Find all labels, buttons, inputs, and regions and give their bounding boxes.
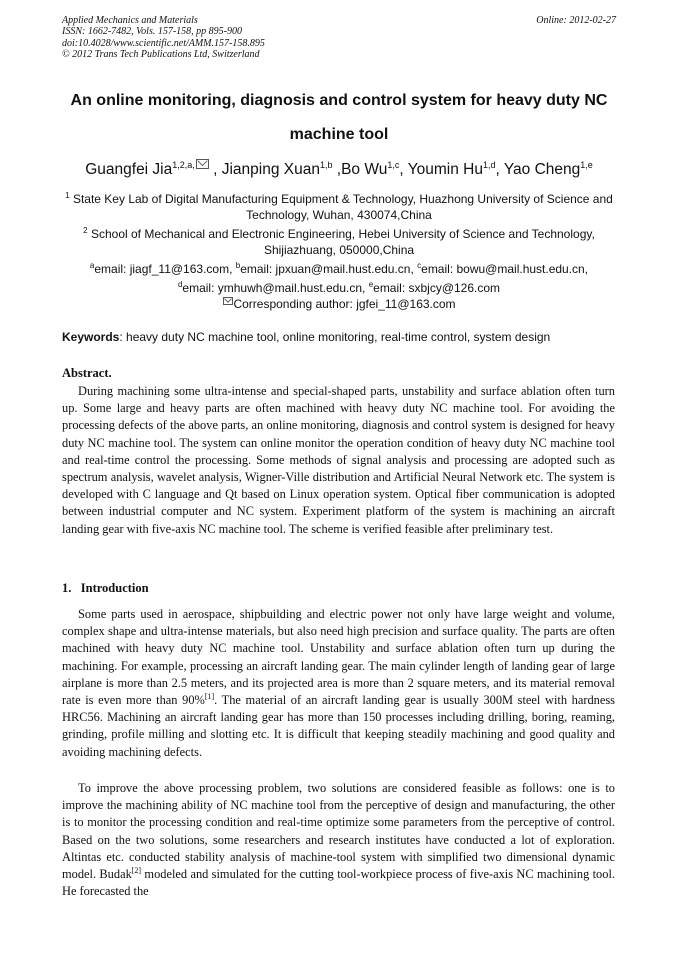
citation: [2] [131,865,142,875]
online-date: Online: 2012-02-27 [536,15,616,26]
email-line-2: $^d$email: ymhuwh@mail.hust.edu.cn, $^e$email: sxbjcy@126.com [177,280,501,295]
abstract-text: During machining some ultra-intense and special-shaped parts, unstability and surface ablation often turn up. Some large and heavy parts are often machined with heavy duty NC machine tool. For avoiding the processing defects of the above parts, an online monitoring, diagnosis and control system is designed for heavy duty NC machine tool. The system can online monitor the operation condition of heavy duty NC machine tool and real-time control the processing. Some methods of signal analysis and processing are adopted such as spectrum analysis, wavelet analysis, Wigner-Ville distribution and Artificial Neural Network etc. The system is developed with C language and Qt based on Linux operation system. Optical fiber communication is adopted between industrial computer and NC system. Experiment platform of the system is machining an aircraft landing gear with five-axis NC machine tool. The scheme is verified feasible after preliminary test. [62,384,615,536]
author-name: Jianping Xuan [221,161,320,178]
affiliation-1: $^1$ State Key Lab of Digital Manufacturing Equipment & Technology, Huazhong University of Science and Technology, Wuhan, 430074,China [65,191,613,222]
author-name: Bo Wu [341,161,388,178]
corresponding-line [50,296,628,312]
issn-line: ISSN: 1662-7482, Vols. 157-158, pp 895-900 [62,26,242,38]
author-name: Guangfei Jia [85,161,173,178]
keywords [62,330,622,344]
citation: [1] [204,691,215,701]
affiliation-2: $^2$ School of Mechanical and Electronic Engineering, Hebei University of Science and Technology, Shijiazhuang, 050000,China [83,226,595,257]
paper-title-line-1: An online monitoring, diagnosis and control system for heavy duty NC [70,92,608,109]
keywords-text: : heavy duty NC machine tool, online monitoring, real-time control, system design [119,330,551,344]
email-line-1: $^a$email: jiagf_11@163.com, $^b$email: jpxuan@mail.hust.edu.cn, $^c$email: bowu@mail.hust.edu.cn, [89,261,589,276]
email-a: email: jiagf_11@163.com, [94,262,236,276]
paper-title-line-2: machine tool [289,126,389,143]
keywords-label: Keywords [62,330,120,344]
email-c: email: bowu@mail.hust.edu.cn, [421,262,589,276]
journal-header [62,15,616,60]
envelope-icon [196,159,209,169]
author-name: Youmin Hu [407,161,483,178]
intro-paragraph-2: To improve the above processing problem, two solutions are considered feasible as follows: one is to improve the machining ability of NC machine tool from the perceptive of design and manufacturing, the other is to monitor the processing condition and real-time optimize some parameters from the perceptive of control. Based on the two solutions, some researchers and research institutes have conducted a lot of exploration. Altintas etc. conducted stability analysis of machine-tool system with simplified two dimensional dynamic model. Budak[2] modeled and simulated for the cutting tool-workpiece process of five-axis NC machining tool. He forecasted the [62,781,615,899]
doi-line: doi:10.4028/www.scientific.net/AMM.157-158.895 [62,37,265,49]
journal-name: Applied Mechanics and Materials [62,15,198,26]
intro-paragraph-1: Some parts used in aerospace, shipbuilding and electric power not only have large weight and volume, complex shape and ultra-intense materials, but also need high precision and surface quality. The parts are often machined with heavy duty NC machine tool. Unstability and surface ablation often turn up during the machining. For example, processing an aircraft landing gear. The main cylinder length of landing gear of large airplane is more than 2.5 meters, and its projected area is more than 2 square meters, and its material removal rate is even more than 90%[1]. The material of an aircraft landing gear is usually 300M steel with hardness HRC56. Machining an aircraft landing gear has more than 150 processes including drilling, boring, reaming, grinding, profile milling and slotting etc. It is difficult that keeping steadily machining and good quality and avoiding machining defects. [62,607,615,759]
corresponding-author: Corresponding author: jgfei_11@163.com [233,297,456,311]
author-sup: 1,c [387,159,400,170]
author-list: Guangfei Jia$^{1,2,a,}$ , Jianping Xuan$^{1,b}$ ,Bo Wu$^{1,c}$, Youmin Hu$^{1,d}$, Yao Cheng$^{1,e}$ [85,159,593,178]
author-name: Yao Cheng [503,161,581,178]
introduction-heading: 1. Introduction [62,581,149,595]
envelope-icon [223,297,233,305]
email-b: email: jpxuan@mail.hust.edu.cn, [240,262,418,276]
abstract-heading: Abstract. [62,366,112,380]
author-sup: 1,d [482,159,496,170]
author-sup: 1,b [319,159,333,170]
email-d: email: ymhuwh@mail.hust.edu.cn, [182,281,369,295]
author-emails [50,258,628,312]
author-sup: 1,e [580,159,593,170]
email-e: email: sxbjcy@126.com [373,281,501,295]
copyright-line: © 2012 Trans Tech Publications Ltd, Switzerland [62,48,260,60]
author-sup: 1,2,a, [172,159,195,170]
